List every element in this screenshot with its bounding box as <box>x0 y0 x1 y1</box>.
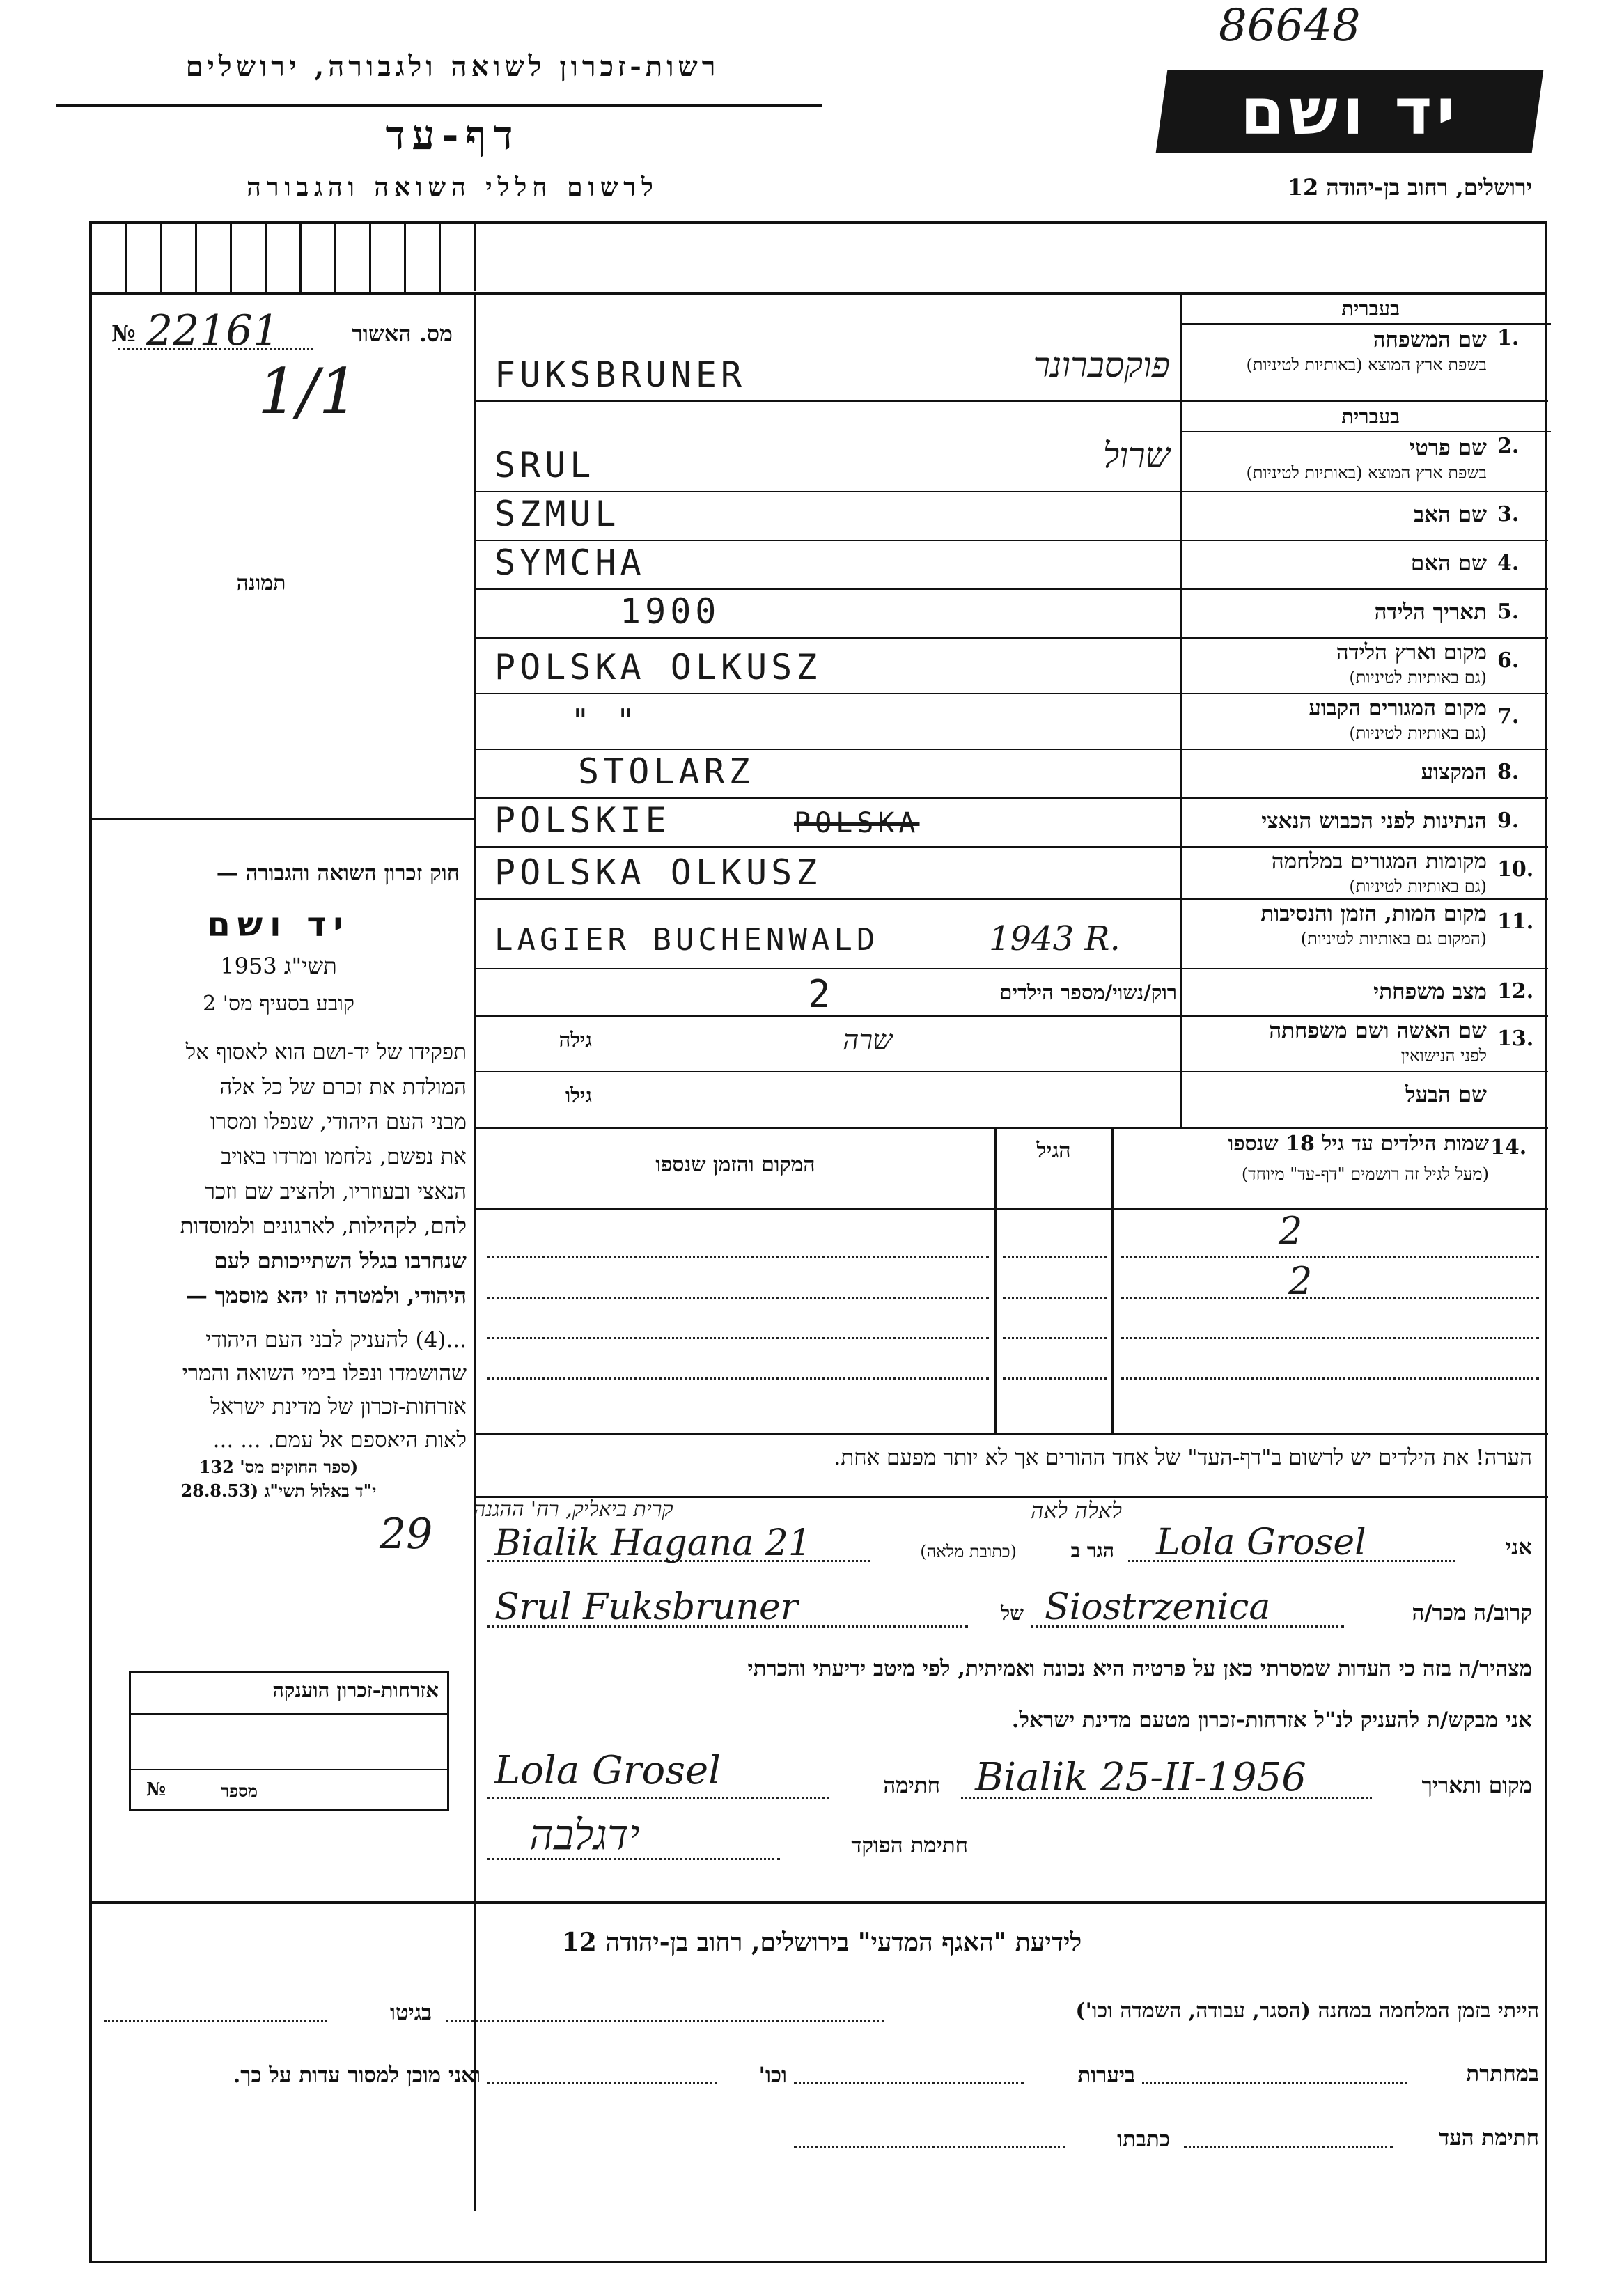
children-sub: (מעל לגיל זה רושמים "דף-עד" מיוחד) <box>1241 1164 1489 1184</box>
field-value: SRUL <box>494 445 595 485</box>
name-hebrew-note: לאלה לאה <box>1031 1497 1122 1524</box>
col-place-header: המקום והזמן שנספו <box>655 1153 815 1177</box>
relative-label: קרוב/ה מכר/ה <box>1412 1600 1532 1625</box>
bottom-line2-d: ואני מוכן למסור עדות על כך. <box>233 2063 481 2088</box>
child-row-1: 2 <box>1279 1209 1303 1253</box>
law-year: תשי"ג 1953 <box>220 953 337 979</box>
field-label: תאריך הלידה <box>1374 600 1487 625</box>
bottom-title: לידיעת "האגף המדעי" בירושלים, רחוב בן-יהודה 12 <box>561 1928 1082 1957</box>
field-sublabel: (גם באותיות לטיניות) <box>1349 668 1487 687</box>
inline-label: רוק/נשוי/מספר הילדים <box>999 981 1177 1004</box>
field-value: SZMUL <box>494 494 620 534</box>
field-sublabel: (גם באותיות לטיניות) <box>1349 877 1487 896</box>
citizenship-number-label: מספר <box>221 1781 258 1801</box>
children-number: 14. <box>1490 1135 1527 1160</box>
citizenship-no-mark: № <box>146 1779 166 1800</box>
child-row-2: 2 <box>1288 1259 1313 1303</box>
field-value: FUKSBRUNER <box>494 354 747 395</box>
address-hebrew-note: קרית ביאליק, רח' ההגנה <box>474 1497 673 1522</box>
row-separator <box>476 491 1548 492</box>
field-sublabel: לפני הנישואין <box>1400 1046 1487 1066</box>
relation-value: Siostrzenica <box>1045 1586 1271 1628</box>
row-separator <box>476 693 1548 694</box>
bottom-line3-b: כתבתו <box>1117 2127 1170 2152</box>
archive-number: 86648 <box>1219 0 1361 52</box>
official-signature: ידגלבה <box>529 1811 640 1859</box>
field-number: 13. <box>1497 1027 1534 1051</box>
statement-1: מצהיר/ה בזה כי העדות שמסרתי כאן על פרטיה היא נכונה ואמיתית, לפי מיטב ידיעתי והכרתי <box>747 1656 1532 1681</box>
row-separator <box>476 400 1548 402</box>
field-number: 11. <box>1497 910 1534 934</box>
field-sublabel: בשפת ארץ המוצא (באותיות לטיניות) <box>1246 463 1487 483</box>
field-value: 1900 <box>620 591 721 632</box>
field-label: שם האשה ושם משפחתה <box>1269 1018 1487 1043</box>
field-hebrew-value: שרול <box>1102 435 1170 476</box>
authority-name: רשות-זכרון לשואה ולגבורה, ירושלים <box>185 50 720 83</box>
field-label: מקומות המגורים במלחמה <box>1271 849 1487 874</box>
row-separator <box>476 898 1548 900</box>
struck-value: POLSKA <box>794 807 920 839</box>
field-value: POLSKIE <box>494 800 671 841</box>
field-label: שם הבעל <box>1405 1082 1487 1107</box>
law-logo: יד ושם <box>207 905 350 944</box>
field-value: שרה <box>843 1024 893 1056</box>
field-value: POLSKA OLKUSZ <box>494 647 822 687</box>
field-label: מקום המגורים הקבוע <box>1309 696 1487 721</box>
hebrew-marker: בעברית <box>1341 297 1400 320</box>
field-number: 12. <box>1497 979 1534 1004</box>
i-label: אני <box>1505 1535 1532 1560</box>
field-number: 2. <box>1497 434 1520 458</box>
field-number: 7. <box>1497 704 1520 728</box>
of-label: של <box>1001 1602 1024 1625</box>
bottom-line2-c: וכו' <box>758 2063 787 2088</box>
law-title: חוק זכרון השואה והגבורה — <box>216 861 460 886</box>
bottom-line2-a: במחתרת <box>1466 2061 1539 2086</box>
full-address-label: (כתובת מלאה) <box>920 1542 1017 1561</box>
official-label: חתימת הפוקד <box>851 1833 968 1858</box>
left-column-divider <box>474 292 476 2211</box>
field-label: שם האם <box>1410 551 1487 576</box>
declarant-name: Lola Grosel <box>1156 1522 1366 1563</box>
field-value: SYMCHA <box>494 543 646 583</box>
approval-number: 22161 <box>146 306 279 355</box>
logo-text: יד ושם <box>1240 74 1460 149</box>
declarant-signature: Lola Grosel <box>494 1748 721 1793</box>
field-label: שם האב <box>1414 502 1487 527</box>
row-separator <box>476 968 1548 969</box>
field-value: " " <box>571 703 639 738</box>
field-hebrew-value: פוקסברונר <box>1033 345 1170 385</box>
yad-vashem-logo <box>1156 70 1544 153</box>
row-separator <box>476 846 1548 848</box>
note: הערה! את הילדים יש לרשום ב"דף-העד" של אחד ההורים אך לא יותר מפעם אחת. <box>834 1445 1532 1470</box>
field-sublabel: (המקום גם באותיות לטיניות) <box>1300 929 1487 949</box>
field-number: 6. <box>1497 648 1520 673</box>
hebrew-rule <box>1182 431 1551 432</box>
field-label: שם המשפחה <box>1373 327 1487 352</box>
field-value: STOLARZ <box>578 751 754 792</box>
row-separator <box>476 637 1548 639</box>
statement-2: אני מבקש/ת להעניק לנ"ל אזרחות-זכרון מטעם מדינת ישראל. <box>1011 1708 1532 1733</box>
field-number: 3. <box>1497 502 1520 526</box>
hebrew-marker: בעברית <box>1341 405 1400 428</box>
field-value: LAGIER BUCHENWALD <box>494 922 880 958</box>
field-label: הנתינות לפני הכבוש הנאצי <box>1261 809 1487 834</box>
field-label: מצב משפחתי <box>1373 979 1487 1004</box>
label-column-divider <box>1180 292 1182 1128</box>
law-clause: קובע בסעיף מס' 2 <box>203 992 354 1016</box>
field-number: 10. <box>1497 857 1534 882</box>
field-number: 1. <box>1497 326 1520 350</box>
row-separator <box>476 1015 1548 1017</box>
field-number: 4. <box>1497 551 1520 575</box>
row-separator <box>476 749 1548 750</box>
row-separator <box>476 797 1548 799</box>
bottom-line3-a: חתימת העד <box>1439 2125 1539 2151</box>
approval-sub: 1/1 <box>258 355 359 428</box>
declarant-address: Bialik Hagana 21 <box>494 1522 811 1564</box>
form-title: דף-עד <box>385 111 520 159</box>
law-ref-1: (ספר החוקים מס' 132 <box>198 1457 359 1477</box>
law-text-2: ...(4) להעניק לבני העם היהודי שהושמדו ונפלו בימי השואה והמרי אזרחות-זכרון של מדינת ישראל לאות היאספם אל עמם. ... ... <box>182 1327 467 1453</box>
field-number: 9. <box>1497 809 1520 833</box>
field-label: מקום המות, הזמן והנסיבות <box>1260 901 1487 926</box>
field-value: POLSKA OLKUSZ <box>494 852 822 893</box>
row-separator <box>476 588 1548 590</box>
field-number: 8. <box>1497 760 1520 784</box>
inline-label: גילה <box>559 1028 592 1052</box>
code-boxes <box>97 224 474 292</box>
address-header: ירושלים, רחוב בן-יהודה 12 <box>1287 174 1532 201</box>
signature-label: חתימה <box>883 1773 940 1798</box>
field-value-2: 1943 R. <box>989 919 1121 958</box>
field-label: שם פרטי <box>1409 435 1487 460</box>
field-label: המקצוע <box>1421 760 1487 785</box>
bottom-line1-b: בגיטו <box>390 2000 432 2025</box>
law-ref-2: י"ד באלול תשי"ג (28.8.53 <box>180 1481 377 1501</box>
field-sublabel: בשפת ארץ המוצא (באותיות לטיניות) <box>1246 355 1487 375</box>
form-subtitle: לרשום חללי השואה והגבורה <box>247 173 659 202</box>
hebrew-rule <box>1182 323 1551 325</box>
col-age-header: הגיל <box>1036 1139 1071 1163</box>
citizenship-title: אזרחות-זכרון הוענקה <box>272 1678 439 1702</box>
bottom-line2-b: ביערות <box>1077 2063 1135 2088</box>
field-number: 5. <box>1497 600 1520 624</box>
margin-number: 29 <box>380 1510 433 1559</box>
living-at-label: הגר ב <box>1070 1539 1114 1562</box>
photo-label: תמונה <box>236 571 286 595</box>
law-text-1: תפקידו של יד-ושם הוא לאסוף אל המולדת את זכרם של כל אלה מבני העם היהודי, שנפלו ומסרו את נפשם, נלחמו ומרדו באויב הנאצי ובעוזריו, ולהציב שם וזכר להם, לקהילות, לארגונים ולמוסדות שנחרבו בגלל השתייכותם לעם היהודי, ולמטרה זו יהא מוסמך — <box>180 1040 467 1309</box>
place-date-value: Bialik 25-II-1956 <box>975 1755 1306 1800</box>
field-label: מקום וארץ הלידה <box>1336 640 1487 665</box>
row-separator <box>476 1071 1548 1072</box>
relative-of-value: Srul Fuksbruner <box>494 1586 798 1628</box>
children-label: שמות הילדים עד גיל 18 שנספו <box>1228 1132 1489 1156</box>
bottom-line1-a: הייתי בזמן המלחמה במחנה (הסגר, עבודה, השמדה וכו') <box>1075 1999 1539 2023</box>
header-rule <box>56 104 822 107</box>
place-date-label: מקום ותאריך <box>1421 1773 1532 1798</box>
row-separator <box>476 540 1548 541</box>
no-mark: № <box>111 320 136 347</box>
approval-label: מס. האשור <box>352 320 453 347</box>
inline-label: גילו <box>565 1084 592 1107</box>
field-sublabel: (גם באותיות לטיניות) <box>1349 724 1487 743</box>
field-value: 2 <box>808 972 835 1016</box>
